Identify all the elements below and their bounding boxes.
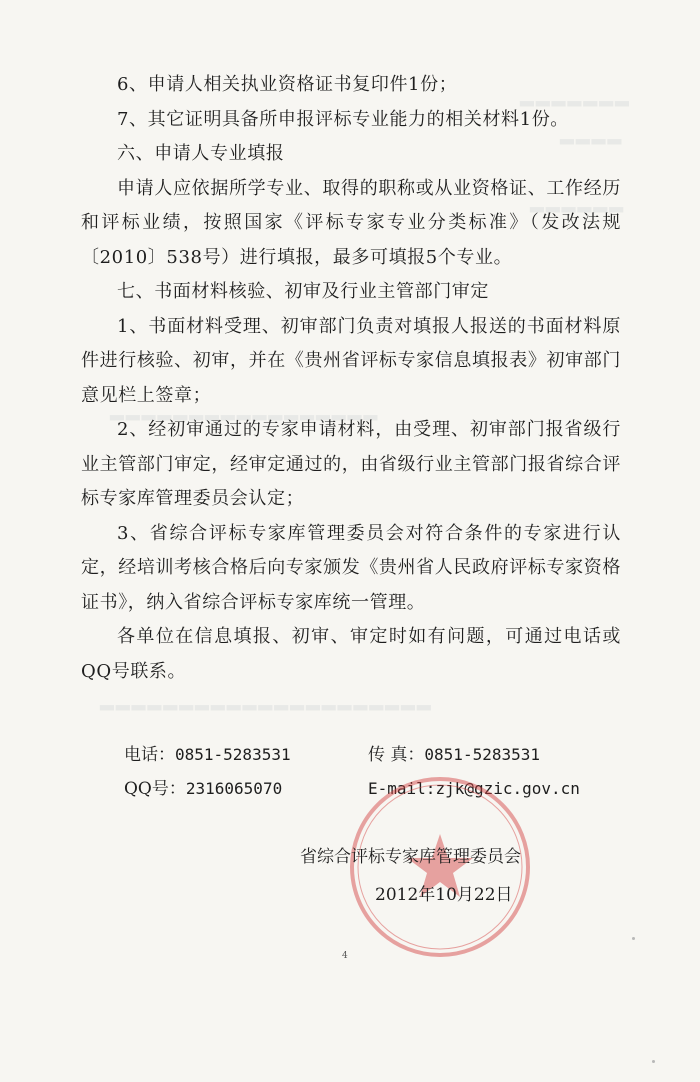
bleed-through-texture: ▂▂▂▂: [560, 124, 624, 145]
paragraph-contact-note: 各单位在信息填报、初审、审定时如有问题，可通过电话或QQ号联系。: [81, 626, 621, 682]
bleed-through-texture: ▂▂▂▂▂▂▂: [520, 86, 631, 107]
paragraph-item-6: 6、申请人相关执业资格证书复印件1份；: [117, 74, 458, 95]
phone-label: 电话：: [124, 745, 175, 765]
page-number: 4: [342, 951, 348, 961]
qq: [124, 772, 282, 806]
paragraph-review-2: 2、经初审通过的专家申请材料，由受理、初审部门报省级行业主管部门审定，经审定通过的，由省级行业主管部门报省综合评标专家库管理委员会认定；: [81, 419, 621, 509]
qq-label: QQ号：: [124, 779, 186, 799]
paragraph-review-1: 1、书面材料受理、初审部门负责对填报人报送的书面材料原件进行核验、初审，并在《贵州省评标专家信息填报表》初审部门意见栏上签章；: [81, 315, 621, 406]
email-label: E-mail:: [368, 779, 436, 798]
fax: [368, 738, 540, 772]
paragraph-item-7: 7、其它证明具备所申报评标专业能力的相关材料1份。: [117, 108, 569, 130]
scan-speck: [652, 1060, 655, 1063]
bleed-through-texture: ▂▂▂▂▂▂▂▂▂▂▂▂▂▂▂▂▂▂▂▂▂: [100, 690, 433, 711]
email-value: zjk@gzic.gov.cn: [435, 779, 580, 798]
paragraph-review-3: 3、省综合评标专家库管理委员会对符合条件的专家进行认定，经培训考核合格后向专家颁发《贵州省人民政府评标专家资格证书》，纳入省综合评标专家库统一管理。: [81, 522, 621, 613]
fax-value: 0851-5283531: [424, 745, 540, 764]
document-body: [81, 68, 624, 689]
bleed-through-texture: ▂▂▂▂▂▂▂▂▂▂▂▂▂▂▂▂▂: [110, 400, 380, 421]
qq-value: 2316065070: [185, 779, 283, 798]
scan-speck: [632, 937, 635, 940]
section-heading-6: 六、申请人专业填报: [117, 143, 285, 164]
bleed-through-texture: ▂▂▂▂▂▂: [530, 192, 626, 213]
signature-org: 省综合评标专家库管理委员会: [300, 847, 521, 867]
signature-date: 2012年10月22日: [375, 885, 513, 905]
phone: [124, 738, 291, 772]
phone-value: 0851-5283531: [175, 745, 291, 764]
official-seal-icon: [345, 772, 535, 962]
paragraph-specialty-filing: 申请人应依据所学专业、取得的职称或从业资格证、工作经历和评标业绩，按照国家《评标专家专业分类标准》（发改法规〔2010〕538号）进行填报，最多可填报5个专业。: [81, 177, 621, 268]
section-heading-7: 七、书面材料核验、初审及行业主管部门审定: [117, 281, 489, 302]
contact-row-phone: [96, 738, 616, 772]
fax-label: 传 真：: [368, 745, 425, 765]
